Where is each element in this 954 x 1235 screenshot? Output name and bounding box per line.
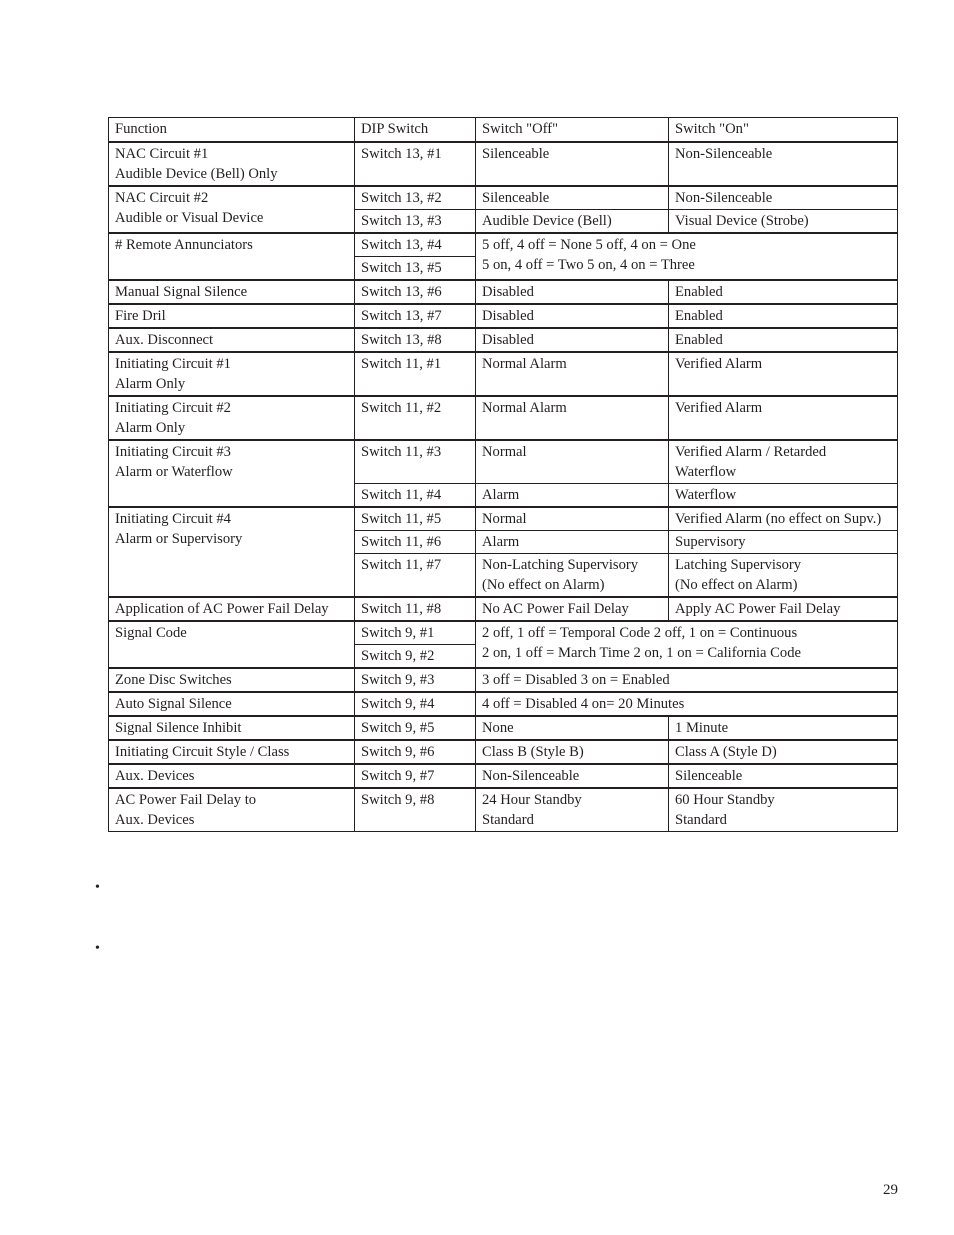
off-cell: Audible Device (Bell) <box>476 209 669 233</box>
table-row <box>109 692 898 716</box>
table-header-row <box>109 118 898 142</box>
function-cell: Initiating Circuit #3 Alarm or Waterflow <box>109 440 355 507</box>
table-row <box>109 716 898 740</box>
combined-setting-cell: 2 off, 1 off = Temporal Code 2 off, 1 on = Continuous 2 on, 1 off = March Time 2 on, 1 on = California Code <box>476 621 898 668</box>
combined-setting-cell: 4 off = Disabled 4 on= 20 Minutes <box>476 692 898 716</box>
off-cell: Disabled <box>476 328 669 352</box>
dip-cell: Switch 11, #5 <box>355 507 476 531</box>
header-switch-on: Switch "On" <box>669 118 898 142</box>
header-switch-off: Switch "Off" <box>476 118 669 142</box>
on-cell: Class A (Style D) <box>669 740 898 764</box>
function-cell: Manual Signal Silence <box>109 280 355 304</box>
dip-cell: Switch 11, #3 <box>355 440 476 484</box>
on-cell: Verified Alarm <box>669 396 898 440</box>
off-cell: Alarm <box>476 530 669 553</box>
function-cell: NAC Circuit #1 Audible Device (Bell) Only <box>109 142 355 186</box>
off-cell: 24 Hour Standby Standard <box>476 788 669 832</box>
function-cell: Signal Code <box>109 621 355 668</box>
off-cell: Non-Latching Supervisory (No effect on Alarm) <box>476 553 669 597</box>
on-cell: 60 Hour Standby Standard <box>669 788 898 832</box>
dip-cell: Switch 9, #3 <box>355 668 476 692</box>
on-cell: Supervisory <box>669 530 898 553</box>
on-cell: Enabled <box>669 280 898 304</box>
on-cell: 1 Minute <box>669 716 898 740</box>
dip-switch-table <box>108 117 898 832</box>
dip-cell: Switch 9, #5 <box>355 716 476 740</box>
dip-cell: Switch 13, #8 <box>355 328 476 352</box>
table-row <box>109 280 898 304</box>
off-cell: Disabled <box>476 304 669 328</box>
off-cell: Non-Silenceable <box>476 764 669 788</box>
table-row <box>109 668 898 692</box>
function-cell: Fire Dril <box>109 304 355 328</box>
dip-cell: Switch 9, #7 <box>355 764 476 788</box>
table-row <box>109 352 898 396</box>
table-row <box>109 142 898 186</box>
off-cell: Silenceable <box>476 186 669 210</box>
on-cell: Apply AC Power Fail Delay <box>669 597 898 621</box>
function-cell: Aux. Devices <box>109 764 355 788</box>
table-row <box>109 440 898 484</box>
function-cell: Signal Silence Inhibit <box>109 716 355 740</box>
function-cell: Initiating Circuit Style / Class <box>109 740 355 764</box>
dip-cell: Switch 11, #6 <box>355 530 476 553</box>
dip-cell: Switch 9, #6 <box>355 740 476 764</box>
dip-cell: Switch 13, #6 <box>355 280 476 304</box>
on-cell: Non-Silenceable <box>669 142 898 186</box>
function-cell: # Remote Annunciators <box>109 233 355 280</box>
dip-cell: Switch 9, #4 <box>355 692 476 716</box>
dip-cell: Switch 13, #1 <box>355 142 476 186</box>
on-cell: Visual Device (Strobe) <box>669 209 898 233</box>
table-row <box>109 304 898 328</box>
off-cell: Disabled <box>476 280 669 304</box>
table-row <box>109 507 898 531</box>
dip-cell: Switch 9, #8 <box>355 788 476 832</box>
dip-cell: Switch 9, #2 <box>355 644 476 668</box>
bullet-point: • <box>95 941 100 956</box>
off-cell: Silenceable <box>476 142 669 186</box>
function-cell: Auto Signal Silence <box>109 692 355 716</box>
on-cell: Enabled <box>669 328 898 352</box>
table-row <box>109 788 898 832</box>
bullet-point: • <box>95 880 100 895</box>
dip-cell: Switch 13, #5 <box>355 256 476 280</box>
on-cell: Enabled <box>669 304 898 328</box>
off-cell: Normal Alarm <box>476 352 669 396</box>
off-cell: Normal <box>476 507 669 531</box>
function-cell: Zone Disc Switches <box>109 668 355 692</box>
off-cell: None <box>476 716 669 740</box>
dip-cell: Switch 11, #4 <box>355 483 476 507</box>
table-row <box>109 328 898 352</box>
table-row <box>109 740 898 764</box>
function-cell: Application of AC Power Fail Delay <box>109 597 355 621</box>
dip-cell: Switch 11, #2 <box>355 396 476 440</box>
off-cell: Normal <box>476 440 669 484</box>
off-cell: Class B (Style B) <box>476 740 669 764</box>
function-cell: Aux. Disconnect <box>109 328 355 352</box>
dip-cell: Switch 11, #1 <box>355 352 476 396</box>
table-row <box>109 621 898 645</box>
on-cell: Verified Alarm (no effect on Supv.) <box>669 507 898 531</box>
combined-setting-cell: 3 off = Disabled 3 on = Enabled <box>476 668 898 692</box>
dip-cell: Switch 13, #3 <box>355 209 476 233</box>
dip-cell: Switch 13, #7 <box>355 304 476 328</box>
on-cell: Latching Supervisory (No effect on Alarm) <box>669 553 898 597</box>
off-cell: Alarm <box>476 483 669 507</box>
on-cell: Waterflow <box>669 483 898 507</box>
on-cell: Verified Alarm <box>669 352 898 396</box>
page-number: 29 <box>883 1182 898 1198</box>
off-cell: Normal Alarm <box>476 396 669 440</box>
dip-cell: Switch 9, #1 <box>355 621 476 645</box>
off-cell: No AC Power Fail Delay <box>476 597 669 621</box>
function-cell: AC Power Fail Delay to Aux. Devices <box>109 788 355 832</box>
table-row <box>109 186 898 210</box>
dip-cell: Switch 13, #2 <box>355 186 476 210</box>
dip-cell: Switch 11, #7 <box>355 553 476 597</box>
function-cell: Initiating Circuit #4 Alarm or Supervisory <box>109 507 355 597</box>
table-row <box>109 764 898 788</box>
function-cell: NAC Circuit #2 Audible or Visual Device <box>109 186 355 233</box>
table-row <box>109 597 898 621</box>
on-cell: Silenceable <box>669 764 898 788</box>
function-cell: Initiating Circuit #1 Alarm Only <box>109 352 355 396</box>
table-row <box>109 396 898 440</box>
dip-cell: Switch 13, #4 <box>355 233 476 257</box>
on-cell: Non-Silenceable <box>669 186 898 210</box>
function-cell: Initiating Circuit #2 Alarm Only <box>109 396 355 440</box>
table-row <box>109 233 898 257</box>
header-function: Function <box>109 118 355 142</box>
dip-cell: Switch 11, #8 <box>355 597 476 621</box>
header-dip-switch: DIP Switch <box>355 118 476 142</box>
on-cell: Verified Alarm / Retarded Waterflow <box>669 440 898 484</box>
combined-setting-cell: 5 off, 4 off = None 5 off, 4 on = One 5 on, 4 off = Two 5 on, 4 on = Three <box>476 233 898 280</box>
